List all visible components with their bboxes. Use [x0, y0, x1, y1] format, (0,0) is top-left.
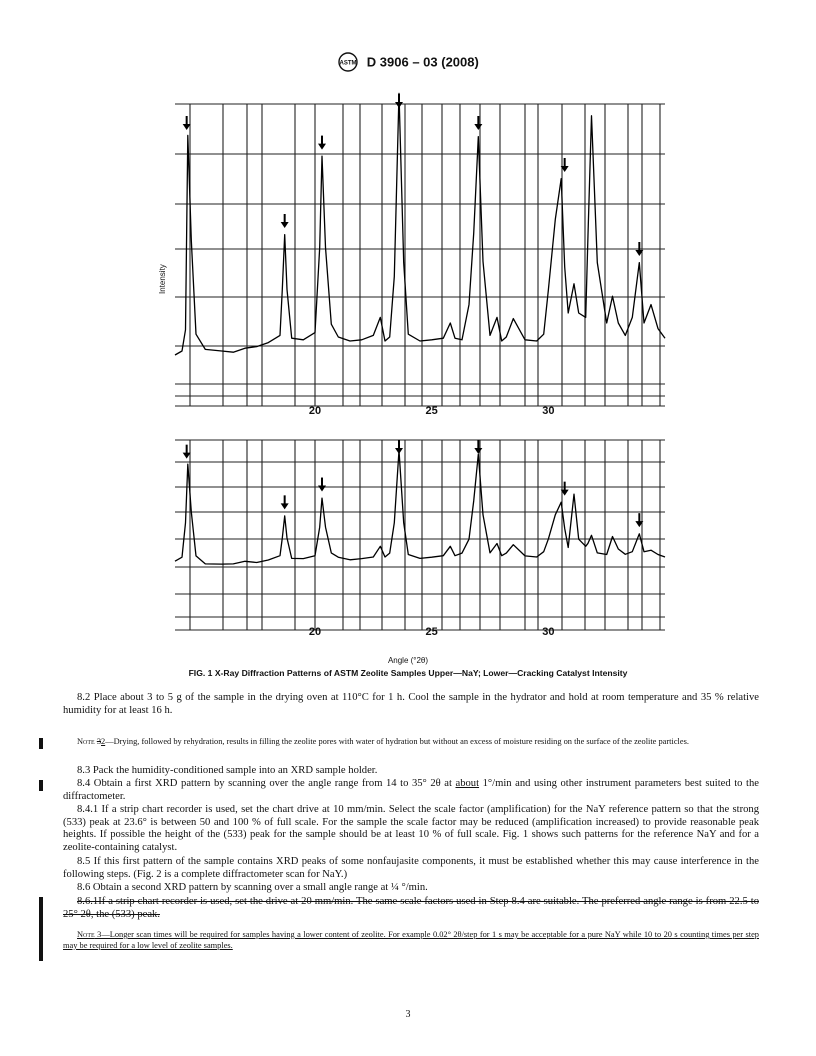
series-line: [175, 450, 665, 564]
peak-marker-arrowhead: [474, 124, 482, 130]
change-bar: [39, 897, 43, 961]
peak-marker-arrowhead: [281, 222, 289, 228]
upper-xrd-chart: [150, 84, 670, 424]
x-tick-label: 25: [425, 626, 438, 638]
series-line: [175, 93, 665, 355]
peak-marker-arrowhead: [281, 503, 289, 509]
paragraph-8-2: 8.2 Place about 3 to 5 g of the sample in the drying oven at 110°C for 1 h. Cool the sample in the hydrator and hold at room temperature and 35 % relative humidity for at least 16 h.: [63, 692, 759, 716]
note-drying: Note 32—Drying, followed by rehydration, results in filling the zeolite pores with water of hydration but without an excess of moisture residing on the surface of the zeolite particles.: [77, 737, 689, 746]
lower-xrd-chart: [150, 432, 670, 652]
paragraph-8-6-1-deleted: 8.6.1If a strip chart recorder is used, set the drive at 20 mm/min. The same scale factors used in Step 8.4 are suitable. The preferred angle range is from 22.5 to 25° 2θ, the (533) peak.: [63, 896, 759, 920]
peak-marker-arrowhead: [318, 144, 326, 150]
note-scan-times: Note 3—Longer scan times will be required for samples having a lower content of zeolite. For example 0.02° 2θ/step for 1 s may be acceptable for a pure NaY while 10 to 20 s counting times per step may be required for a low level of zeolite samples.: [63, 930, 759, 950]
y-axis-label: Intensity: [158, 264, 167, 294]
svg-text:ASTM: ASTM: [339, 60, 357, 67]
peak-marker-arrowhead: [395, 448, 403, 454]
x-tick-label: 20: [308, 405, 322, 417]
peak-marker-arrowhead: [318, 486, 326, 492]
document-header: [0, 52, 816, 72]
designation: D 3906 – 03 (2008): [366, 54, 479, 70]
paragraph-8-6: 8.6 Obtain a second XRD pattern by scanning over a small angle range at ¼ °/min.: [77, 882, 428, 893]
page-number: 3: [405, 1009, 411, 1020]
paragraph-8-3: 8.3 Pack the humidity-conditioned sample into an XRD sample holder.: [77, 765, 378, 776]
paragraph-8-4: 8.4 Obtain a first XRD pattern by scanning over the angle range from 14 to 35° 2θ at about 1°/min and using other instrument parameters best suited to the diffractometer.: [63, 778, 759, 802]
x-tick-label: 20: [308, 626, 322, 638]
figure-caption: FIG. 1 X-Ray Diffraction Patterns of ASTM Zeolite Samples Upper—NaY; Lower—Cracking Catalyst Intensity: [188, 668, 628, 678]
paragraph-8-5: 8.5 If this first pattern of the sample contains XRD peaks of some nonfaujasite components, it must be established whether this may cause interference in the following steps. (Fig. 2 is a complete diffractometer scan for NaY.): [63, 856, 759, 880]
change-bar: [39, 780, 43, 791]
change-bar: [39, 738, 43, 749]
x-tick-label: 25: [425, 405, 438, 417]
x-tick-label: 30: [542, 405, 555, 417]
x-tick-label: 30: [542, 626, 555, 638]
astm-logo-icon: [337, 52, 359, 72]
peak-marker-arrowhead: [395, 102, 403, 108]
peak-marker-arrowhead: [474, 448, 482, 454]
paragraph-8-4-1: 8.4.1 If a strip chart recorder is used, set the chart drive at 10 mm/min. Select the scale factor (amplification) for the NaY reference pattern so that the strong (533) peak at 23.6° is between 50 and 100 % of full scale. For the sample the scale factor may be reduced (amplification increased) to provide reasonable peak heights. If possible the height of the (533) peak for the sample should be at least 10 % of full scale. Fig. 1 shows such patterns for the reference NaY and for a zeolite-containing catalyst.: [63, 804, 759, 853]
x-axis-label: Angle (°2θ): [387, 656, 429, 665]
